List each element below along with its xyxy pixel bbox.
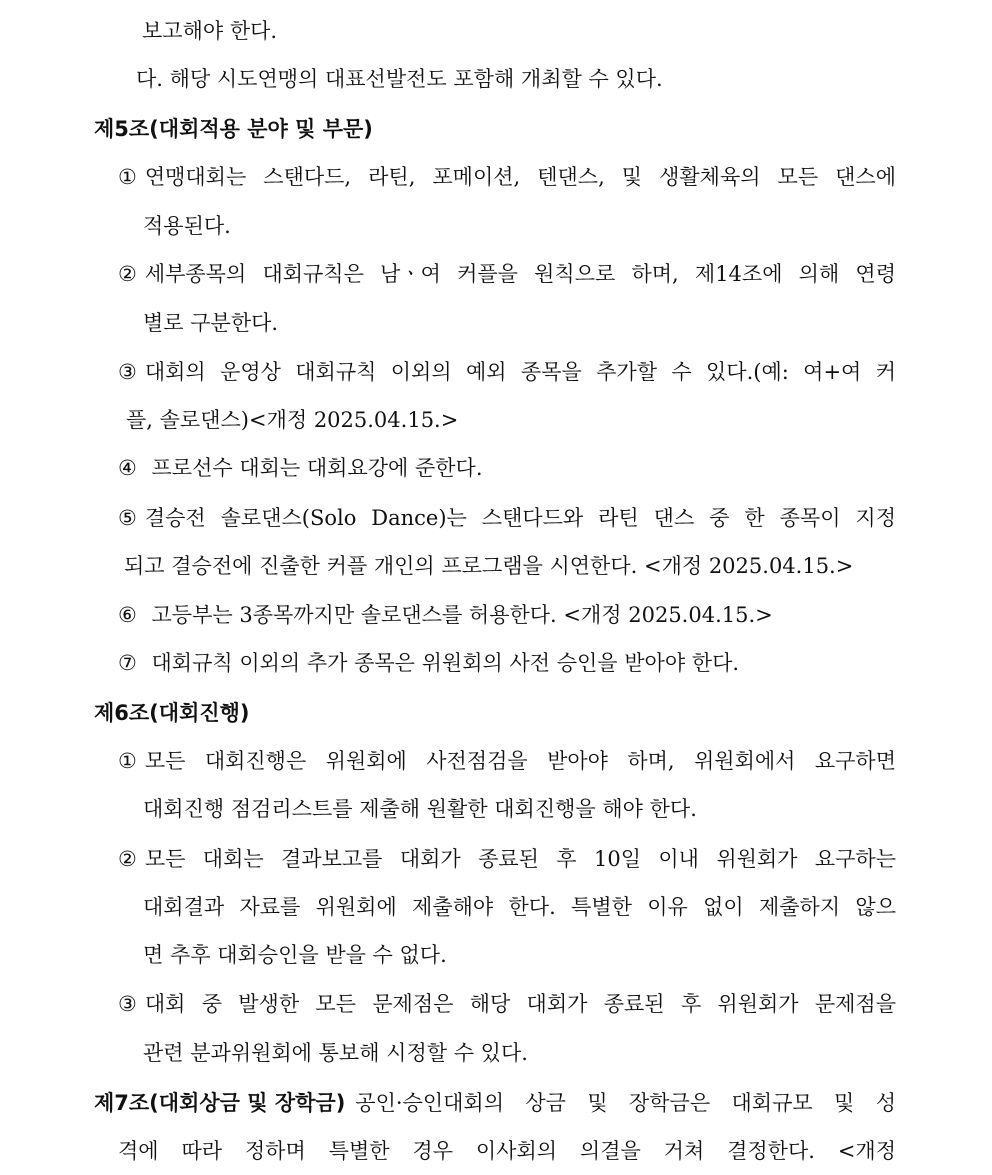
- article-heading: 제5조(대회적용 분야 및 부문): [94, 117, 373, 141]
- item-number: ②: [118, 847, 137, 871]
- list-item: [118, 746, 896, 776]
- article-paragraph: [94, 1088, 896, 1118]
- list-item: [118, 357, 896, 387]
- article-heading: 제6조(대회진행): [94, 701, 250, 725]
- item-text: 모든 대회진행은 위원회에 사전점검을 받아야 하며, 위원회에서 요구하면: [144, 749, 896, 773]
- item-number: ②: [118, 262, 137, 286]
- text-line: 보고해야 한다.: [142, 19, 278, 43]
- text-line: 다. 해당 시도연맹의 대표선발전도 포함해 개최할 수 있다.: [136, 67, 663, 91]
- item-number: ⑤: [118, 506, 137, 530]
- item-text: 대회의 운영상 대회규칙 이외의 예외 종목을 추가할 수 있다.(예: 여+여 커: [144, 360, 896, 384]
- item-text: 프로선수 대회는 대회요강에 준한다.: [151, 456, 483, 480]
- item-text-cont: 플, 솔로댄스)<개정 2025.04.15.>: [126, 408, 459, 432]
- item-text: 세부종목의 대회규칙은 남ㆍ여 커플을 원칙으로 하며, 제14조에 의해 연령: [144, 262, 896, 286]
- item-text: 모든 대회는 결과보고를 대회가 종료된 후 10일 이내 위원회가 요구하는: [144, 847, 896, 871]
- list-item: [118, 989, 896, 1019]
- item-number: ①: [118, 165, 137, 189]
- item-text-cont: 되고 결승전에 진출한 커플 개인의 프로그램을 시연한다. <개정 2025.04.15.>: [124, 554, 854, 578]
- item-number: ⑥: [118, 603, 137, 627]
- article-text-cont: 격에 따라 정하며 특별한 경우 이사회의 의결을 거쳐 결정한다. <개정: [118, 1139, 896, 1163]
- list-item: [118, 259, 896, 289]
- list-item: [118, 600, 773, 630]
- item-text: 고등부는 3종목까지만 솔로댄스를 허용한다. <개정 2025.04.15.>: [151, 603, 773, 627]
- item-text-cont: 대회결과 자료를 위원회에 제출해야 한다. 특별한 이유 없이 제출하지 않으: [143, 895, 896, 919]
- item-text: 결승전 솔로댄스(Solo Dance)는 스탠다드와 라틴 댄스 중 한 종목이 지정: [144, 506, 896, 530]
- item-text-cont: 적용된다.: [143, 214, 231, 238]
- item-text-cont: 대회진행 점검리스트를 제출해 원활한 대회진행을 해야 한다.: [143, 797, 697, 821]
- item-number: ⑦: [118, 651, 137, 675]
- item-text-cont: 별로 구분한다.: [143, 311, 279, 335]
- item-text-cont: 관련 분과위원회에 통보해 시정할 수 있다.: [143, 1041, 528, 1065]
- list-item: [118, 503, 896, 533]
- article-text: 공인·승인대회의 상금 및 장학금은 대회규모 및 성: [355, 1091, 896, 1115]
- item-text: 대회 중 발생한 모든 문제점은 해당 대회가 종료된 후 위원회가 문제점을: [144, 992, 896, 1016]
- item-number: ③: [118, 360, 137, 384]
- article-heading: 제7조(대회상금 및 장학금): [94, 1091, 346, 1115]
- list-item: [118, 648, 739, 678]
- item-text: 연맹대회는 스탠다드, 라틴, 포메이션, 텐댄스, 및 생활체육의 모든 댄스에: [144, 165, 896, 189]
- list-item: [118, 453, 483, 483]
- item-text: 대회규칙 이외의 추가 종목은 위원회의 사전 승인을 받아야 한다.: [151, 651, 740, 675]
- item-number: ①: [118, 749, 137, 773]
- item-text-cont: 면 추후 대회승인을 받을 수 없다.: [143, 943, 447, 967]
- list-item: [118, 844, 896, 874]
- item-number: ③: [118, 992, 137, 1016]
- list-item: [118, 162, 896, 192]
- item-number: ④: [118, 456, 137, 480]
